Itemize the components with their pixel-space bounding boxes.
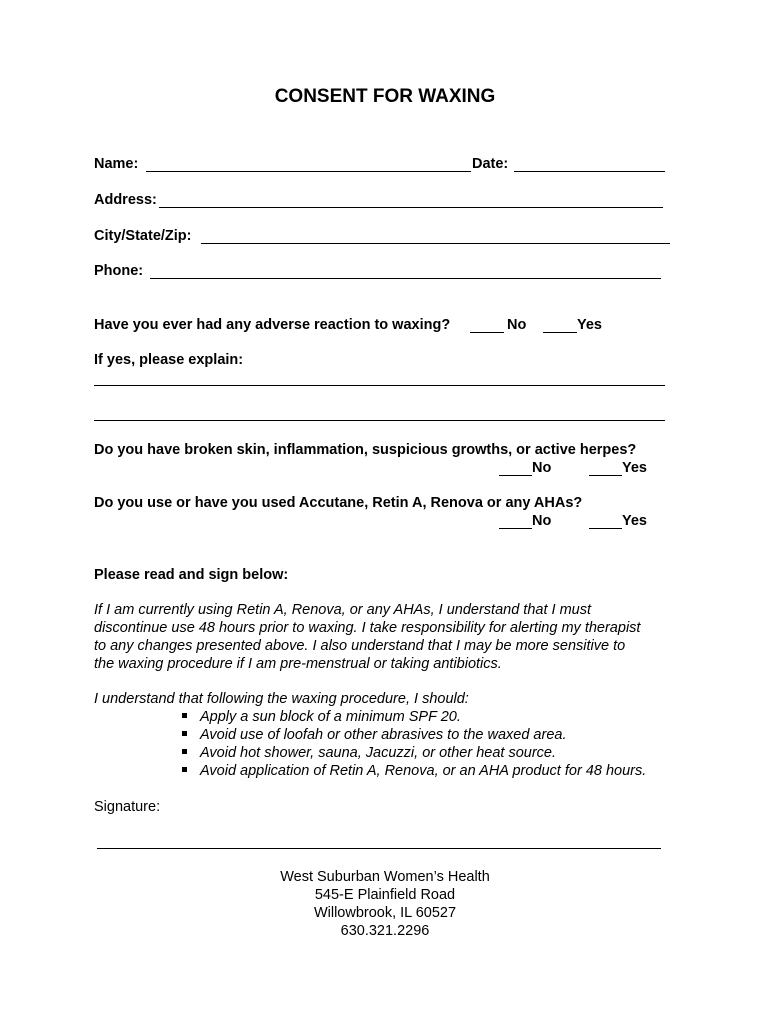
q1-no-label: No xyxy=(507,317,527,333)
address-field[interactable] xyxy=(159,207,663,208)
city-state-zip-field[interactable] xyxy=(201,243,670,244)
paragraph-line: discontinue use 48 hours prior to waxing. I take responsibility for alerting my therapist xyxy=(94,620,641,636)
q1-yes-blank[interactable] xyxy=(543,332,577,333)
footer-phone: 630.321.2296 xyxy=(340,923,430,939)
phone-label: Phone: xyxy=(94,263,144,279)
footer-street: 545-E Plainfield Road xyxy=(314,887,456,903)
signature-label: Signature: xyxy=(94,799,161,815)
list-item xyxy=(182,762,646,780)
square-bullet-icon xyxy=(182,749,187,754)
instructions-paragraph xyxy=(94,601,684,673)
paragraph-line: If I am currently using Retin A, Renova, or any AHAs, I understand that I must xyxy=(94,602,591,618)
explain-line-1[interactable] xyxy=(94,385,665,386)
q3-yes-blank[interactable] xyxy=(589,528,622,529)
square-bullet-icon xyxy=(182,731,187,736)
date-field[interactable] xyxy=(514,171,665,172)
city-state-zip-label: City/State/Zip: xyxy=(94,228,192,244)
name-field[interactable] xyxy=(146,171,471,172)
phone-field[interactable] xyxy=(150,278,661,279)
footer-address xyxy=(0,868,770,940)
question-accutane: Do you use or have you used Accutane, Retin A, Renova or any AHAs? xyxy=(94,495,583,511)
footer-org: West Suburban Women’s Health xyxy=(280,869,490,885)
list-item-text: Avoid hot shower, sauna, Jacuzzi, or other heat source. xyxy=(200,745,556,761)
aftercare-list xyxy=(182,708,646,780)
explain-label: If yes, please explain: xyxy=(94,352,244,368)
list-item-text: Apply a sun block of a minimum SPF 20. xyxy=(200,709,461,725)
explain-line-2[interactable] xyxy=(94,420,665,421)
q1-yes-label: Yes xyxy=(577,317,602,333)
q2-no-blank[interactable] xyxy=(499,475,532,476)
list-item xyxy=(182,726,646,744)
aftercare-intro: I understand that following the waxing procedure, I should: xyxy=(94,691,469,707)
form-title: CONSENT FOR WAXING xyxy=(274,86,496,107)
q2-yes-label: Yes xyxy=(622,460,647,476)
q3-no-blank[interactable] xyxy=(499,528,532,529)
list-item xyxy=(182,744,646,762)
q1-no-blank[interactable] xyxy=(470,332,504,333)
q3-no-label: No xyxy=(532,513,552,529)
q2-yes-blank[interactable] xyxy=(589,475,622,476)
paragraph-line: to any changes presented above. I also understand that I may be more sensitive to xyxy=(94,638,626,654)
q3-yes-label: Yes xyxy=(622,513,647,529)
list-item xyxy=(182,708,646,726)
q2-no-label: No xyxy=(532,460,552,476)
paragraph-line: the waxing procedure if I am pre-menstrual or taking antibiotics. xyxy=(94,656,502,672)
question-adverse-reaction: Have you ever had any adverse reaction to waxing? xyxy=(94,317,451,333)
instructions-heading: Please read and sign below: xyxy=(94,567,289,583)
footer-city: Willowbrook, IL 60527 xyxy=(313,905,457,921)
name-label: Name: xyxy=(94,156,139,172)
signature-line[interactable] xyxy=(97,848,661,849)
square-bullet-icon xyxy=(182,767,187,772)
square-bullet-icon xyxy=(182,713,187,718)
list-item-text: Avoid use of loofah or other abrasives to the waxed area. xyxy=(200,727,567,743)
address-label: Address: xyxy=(94,192,157,208)
question-skin-condition: Do you have broken skin, inflammation, suspicious growths, or active herpes? xyxy=(94,442,637,458)
date-label: Date: xyxy=(472,156,509,172)
list-item-text: Avoid application of Retin A, Renova, or an AHA product for 48 hours. xyxy=(200,763,647,779)
